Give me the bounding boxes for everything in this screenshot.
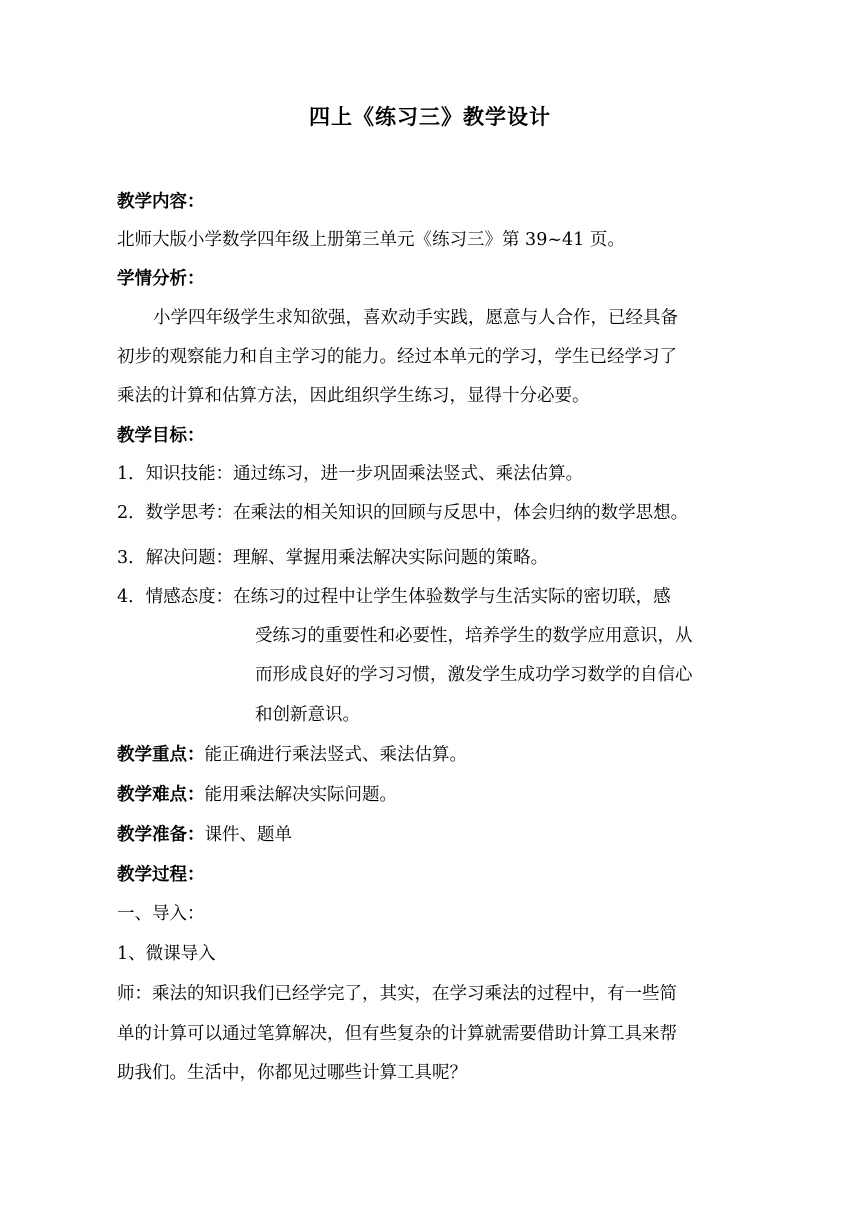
process-section-1: 一、导入： [117,904,205,924]
teacher-line: 师：乘法的知识我们已经学完了，其实，在学习乘法的过程中，有一些简 [117,984,677,1004]
process-step-1: 1、微课导入 [117,944,216,964]
goal-item-4 [117,582,777,612]
goal-label: 解决问题： [145,548,234,568]
goal-number: 3． [117,548,146,568]
analysis-line: 小学四年级学生求知欲强，喜欢动手实践，愿意与人合作，已经具备 [153,308,678,328]
teacher-line: 助我们。生活中，你都见过哪些计算工具呢？ [117,1063,467,1083]
goals-heading: 教学目标： [117,426,205,446]
preparation [117,820,777,850]
key-point-heading: 教学重点： [117,745,205,765]
goal-text: 理解、掌握用乘法解决实际问题的策略。 [233,548,549,568]
goal-text-continued: 受练习的重要性和必要性，培养学生的数学应用意识，从 [255,626,693,646]
analysis-line: 乘法的计算和估算方法，因此组织学生练习，显得十分必要。 [117,386,590,406]
preparation-text: 课件、题单 [204,825,292,845]
difficult-point-heading: 教学难点： [117,785,205,805]
goal-text: 通过练习，进一步巩固乘法竖式、乘法估算。 [233,464,584,484]
goal-number: 2． [117,503,146,523]
goal-text: 在乘法的相关知识的回顾与反思中，体会归纳的数学思想。 [233,503,689,523]
goal-item-1 [117,459,777,489]
goal-number: 1． [117,464,146,484]
content-heading: 教学内容： [117,192,205,212]
analysis-heading: 学情分析： [117,269,205,289]
goal-label: 数学思考： [145,503,234,523]
goal-text: 在练习的过程中让学生体验数学与生活实际的密切联，感 [233,587,671,607]
process-heading: 教学过程： [117,865,205,885]
goal-number: 4． [117,587,146,607]
document-title: 四上《练习三》教学设计 [309,104,551,129]
goal-item-2 [117,498,777,528]
goal-text-continued: 和创新意识。 [255,705,360,725]
preparation-heading: 教学准备： [117,825,205,845]
teacher-line: 单的计算可以通过笔算解决，但有些复杂的计算就需要借助计算工具来帮 [117,1024,677,1044]
key-point [117,740,777,770]
goal-text-continued: 而形成良好的学习习惯，激发学生成功学习数学的自信心 [255,665,693,685]
key-point-text: 能正确进行乘法竖式、乘法估算。 [204,745,467,765]
difficult-point [117,780,777,810]
goal-item-3 [117,543,777,573]
difficult-point-text: 能用乘法解决实际问题。 [204,785,397,805]
goal-label: 知识技能： [145,464,234,484]
goal-label: 情感态度： [145,587,234,607]
analysis-line: 初步的观察能力和自主学习的能力。经过本单元的学习，学生已经学习了 [117,347,677,367]
content-text: 北师大版小学数学四年级上册第三单元《练习三》第 39~41 页。 [117,230,625,250]
